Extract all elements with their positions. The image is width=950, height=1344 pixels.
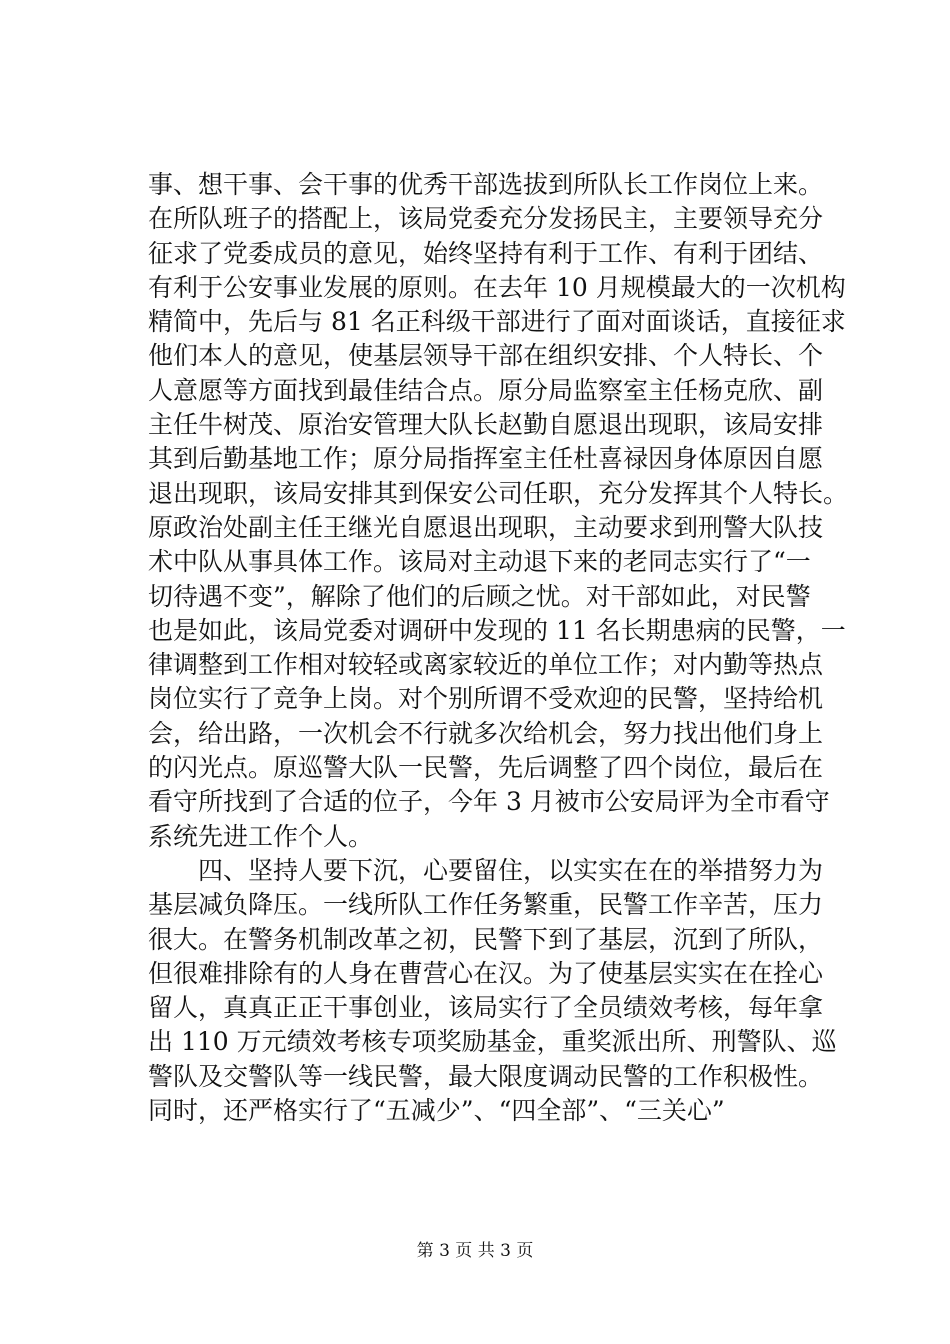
- text-line: 基层减负降压。一线所队工作任务繁重，民警工作辛苦，压力: [148, 890, 824, 920]
- text-line: 看守所找到了合适的位子，今年 3 月被市公安局评为全市看守: [148, 787, 830, 817]
- text-line: 也是如此，该局党委对调研中发现的 11 名长期患病的民警，一: [148, 615, 846, 645]
- text-line: 术中队从事具体工作。该局对主动退下来的老同志实行了“一: [148, 547, 811, 577]
- text-line: 他们本人的意见，使基层领导干部在组织安排、个人特长、个: [148, 341, 824, 371]
- text-line: 岗位实行了竞争上岗。对个别所谓不受欢迎的民警，坚持给机: [148, 684, 824, 714]
- text-line: 的闪光点。原巡警大队一民警，先后调整了四个岗位，最后在: [148, 753, 824, 783]
- text-line: 切待遇不变”，解除了他们的后顾之忧。对干部如此，对民警: [148, 581, 811, 611]
- text-line: 精简中，先后与 81 名正科级干部进行了面对面谈话，直接征求: [148, 307, 846, 337]
- text-line: 会，给出路，一次机会不行就多次给机会，努力找出他们身上: [148, 718, 824, 748]
- text-line: 人意愿等方面找到最佳结合点。原分局监察室主任杨克欣、副: [148, 375, 824, 405]
- text-line: 但很难排除有的人身在曹营心在汉。为了使基层实实在在拴心: [148, 958, 824, 988]
- text-line: 事、想干事、会干事的优秀干部选拔到所队长工作岗位上来。: [148, 170, 824, 199]
- text-line: 退出现职，该局安排其到保安公司任职，充分发挥其个人特长。: [148, 478, 849, 508]
- text-line: 其到后勤基地工作；原分局指挥室主任杜喜禄因身体原因自愿: [148, 444, 824, 474]
- text-line: 律调整到工作相对较轻或离家较近的单位工作；对内勤等热点: [148, 650, 824, 680]
- text-line: 警队及交警队等一线民警，最大限度调动民警的工作积极性。: [148, 1061, 824, 1091]
- text-line: 原政治处副主任王继光自愿退出现职，主动要求到刑警大队技: [148, 512, 824, 542]
- text-line: 有利于公安事业发展的原则。在去年 10 月规模最大的一次机构: [148, 272, 846, 302]
- text-line: 出 110 万元绩效考核专项奖励基金，重奖派出所、刑警队、巡: [148, 1027, 837, 1057]
- text-line-final: 同时，还严格实行了“五减少”、“四全部”、“三关心”: [148, 1096, 725, 1126]
- document-body: [148, 168, 849, 1128]
- page-number-label: 第 3 页 共 3 页: [416, 1241, 534, 1261]
- text-line-paragraph-start: 四、坚持人要下沉，心要留住，以实实在在的举措努力为: [198, 855, 824, 885]
- text-line: 留人，真真正正干事创业，该局实行了全员绩效考核，每年拿: [148, 993, 824, 1023]
- text-line-paragraph-end: 系统先进工作个人。: [148, 821, 374, 851]
- text-line: 在所队班子的搭配上，该局党委充分发扬民主，主要领导充分: [148, 204, 824, 234]
- page-footer: [0, 1240, 950, 1262]
- text-line: 主任牛树茂、原治安管理大队长赵勤自愿退出现职，该局安排: [148, 410, 824, 440]
- text-line: 很大。在警务机制改革之初，民警下到了基层，沉到了所队，: [148, 924, 824, 954]
- text-line: 征求了党委成员的意见，始终坚持有利于工作、有利于团结、: [148, 238, 824, 268]
